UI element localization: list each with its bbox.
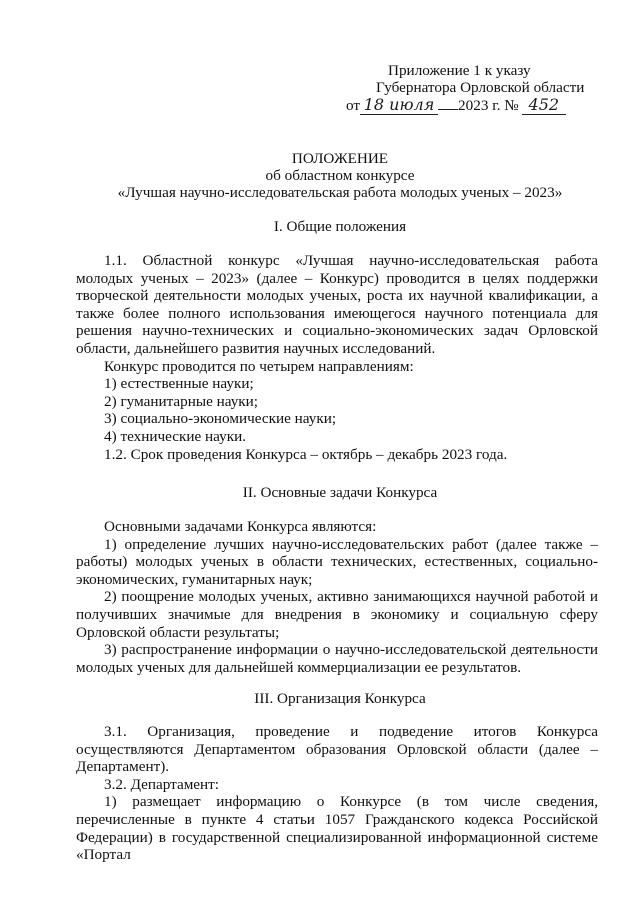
section-2-paragraph-2: 1) определение лучших научно-исследовательских работ (далее также – работы) молодых ученых в области технических, естественных, социально-экономических, гуманитарных наук; <box>76 535 598 588</box>
section-3-body <box>76 723 598 864</box>
section-1-paragraph-1: 1.1. Областной конкурс «Лучшая научно-исследовательская работа молодых ученых – 2023» (далее – Конкурс) проводится в целях поддержки творческой деятельности молодых ученых, роста их научной квалификации, а также более полного использования имеющегося научного потенциала для решения научно-технических и социально-экономических задач Орловской области, дальнейшего развития научных исследований. <box>76 252 598 357</box>
section-3-paragraph-3: 1) размещает информацию о Конкурсе (в том числе сведения, перечисленные в пункте 4 статьи 1057 Гражданского кодекса Российской Федерации) в государственной специализированной информационной системе «Портал <box>76 793 598 864</box>
section-2-paragraph-3: 2) поощрение молодых ученых, активно занимающихся научной работой и получивших значимые для внедрения в экономику и социальную сферу Орловской области результаты; <box>76 588 598 641</box>
title-heading: ПОЛОЖЕНИЕ <box>291 150 389 167</box>
section-1-paragraph-3: 1.2. Срок проведения Конкурса – октябрь – декабрь 2023 года. <box>104 445 508 463</box>
section-2-paragraph-1: Основными задачами Конкурса являются: <box>104 518 377 535</box>
date-prefix: от <box>346 97 361 114</box>
section-1-list-item: 2) гуманитарные науки; <box>104 392 259 410</box>
document-title <box>60 150 620 201</box>
date-underline <box>438 109 458 110</box>
section-3-paragraph-2: 3.2. Департамент: <box>104 775 220 793</box>
handwritten-number <box>522 96 566 115</box>
handwritten-number-text: 452 <box>528 95 560 114</box>
section-1-list-item: 4) технические науки. <box>104 427 247 445</box>
section-1-title: I. Общие положения <box>273 218 407 235</box>
section-1-list-item: 1) естественные науки; <box>104 375 254 393</box>
section-1-paragraph-2: Конкурс проводится по четырем направлениям: <box>104 357 414 375</box>
appendix-line-1: Приложение 1 к указу <box>388 62 531 79</box>
appendix-date-line <box>346 96 616 115</box>
section-3-title: III. Организация Конкурса <box>254 690 426 707</box>
appendix-header <box>346 62 616 115</box>
appendix-line-2: Губернатора Орловской области <box>376 79 585 96</box>
section-1-list-item: 3) социально-экономические науки; <box>104 410 337 428</box>
handwritten-date <box>360 96 438 115</box>
title-line-2: об областном конкурсе <box>265 167 415 184</box>
handwritten-date-text: 18 июля <box>363 95 435 114</box>
section-2-title: II. Основные задачи Конкурса <box>242 484 438 501</box>
section-1-body <box>76 252 598 463</box>
section-2-body <box>76 518 598 676</box>
section-2-paragraph-4: 3) распространение информации о научно-исследовательской деятельности молодых ученых для дальнейшей коммерциализации ее результатов. <box>76 641 598 676</box>
section-3-paragraph-1: 3.1. Организация, проведение и подведение итогов Конкурса осуществляются Департаментом образования Орловской области (далее – Департамент). <box>76 723 598 776</box>
date-year: 2023 г. № <box>458 97 519 114</box>
title-line-3: «Лучшая научно-исследовательская работа молодых ученых – 2023» <box>117 184 563 201</box>
